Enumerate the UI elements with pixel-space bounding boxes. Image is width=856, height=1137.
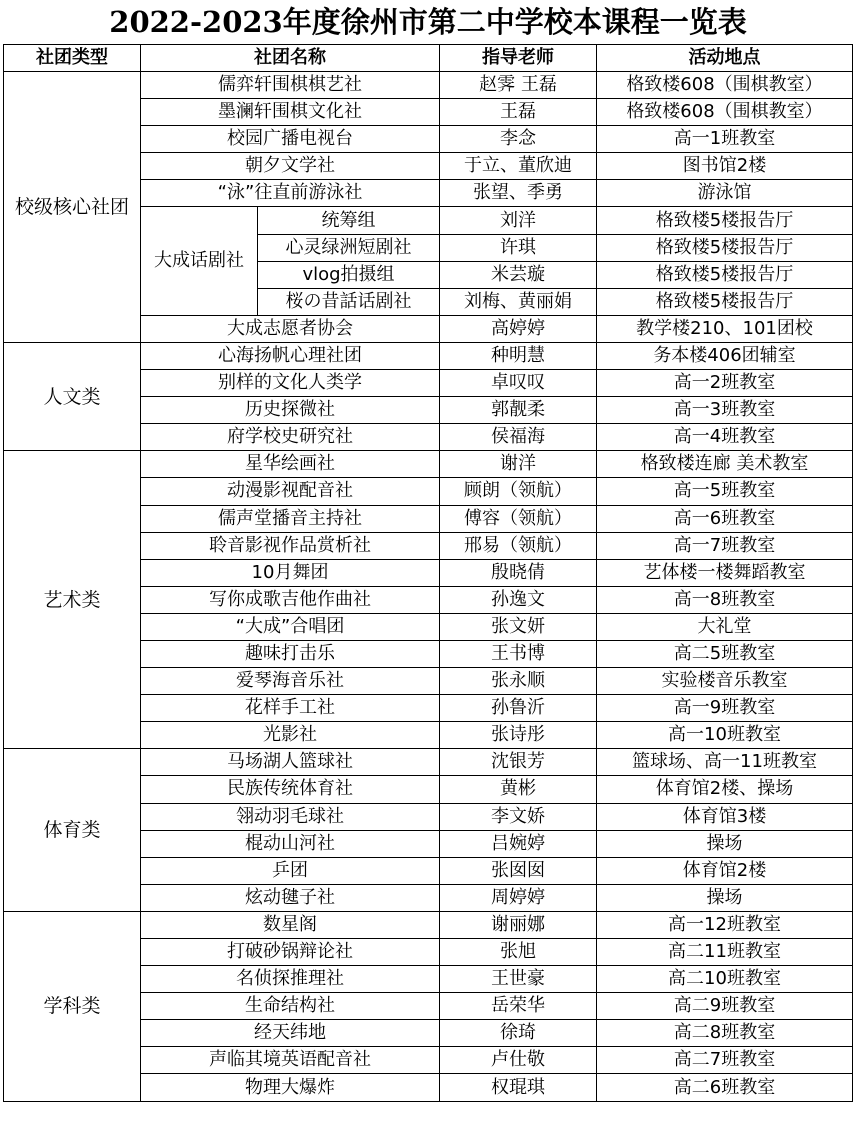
club-name: 经天纬地 bbox=[141, 1020, 440, 1047]
club-name: 数星阁 bbox=[141, 911, 440, 938]
club-location: 体育馆3楼 bbox=[597, 803, 853, 830]
club-location: 格致楼5楼报告厅 bbox=[597, 234, 853, 261]
club-subgroup: 大成话剧社 bbox=[141, 207, 258, 315]
table-body bbox=[4, 72, 853, 1102]
club-teacher: 郭靓柔 bbox=[440, 397, 597, 424]
club-name: 光影社 bbox=[141, 722, 440, 749]
club-location: 艺体楼一楼舞蹈教室 bbox=[597, 559, 853, 586]
header-location: 活动地点 bbox=[597, 45, 853, 72]
club-teacher: 王磊 bbox=[440, 99, 597, 126]
club-teacher: 邢易（领航） bbox=[440, 532, 597, 559]
club-teacher: 高婷婷 bbox=[440, 315, 597, 342]
club-name: 墨澜轩围棋文化社 bbox=[141, 99, 440, 126]
club-location: 高一12班教室 bbox=[597, 911, 853, 938]
club-teacher: 米芸璇 bbox=[440, 261, 597, 288]
club-name: 物理大爆炸 bbox=[141, 1074, 440, 1101]
table-row bbox=[4, 72, 853, 99]
club-name: “大成”合唱团 bbox=[141, 613, 440, 640]
club-name: 打破砂锅辩论社 bbox=[141, 939, 440, 966]
club-name: 星华绘画社 bbox=[141, 451, 440, 478]
club-category: 人文类 bbox=[4, 342, 141, 450]
club-teacher: 傅容（领航） bbox=[440, 505, 597, 532]
club-location: 高一7班教室 bbox=[597, 532, 853, 559]
club-category: 体育类 bbox=[4, 749, 141, 912]
club-teacher: 孙逸文 bbox=[440, 586, 597, 613]
club-location: 操场 bbox=[597, 830, 853, 857]
club-teacher: 顾朗（领航） bbox=[440, 478, 597, 505]
club-teacher: 侯福海 bbox=[440, 424, 597, 451]
table-row bbox=[4, 911, 853, 938]
club-name: 10月舞团 bbox=[141, 559, 440, 586]
club-location: 实验楼音乐教室 bbox=[597, 668, 853, 695]
club-teacher: 殷晓倩 bbox=[440, 559, 597, 586]
club-teacher: 周婷婷 bbox=[440, 884, 597, 911]
club-name: 乒团 bbox=[141, 857, 440, 884]
club-teacher: 李文娇 bbox=[440, 803, 597, 830]
club-location: 高一2班教室 bbox=[597, 370, 853, 397]
club-location: 格致楼608（围棋教室） bbox=[597, 72, 853, 99]
club-location: 高二9班教室 bbox=[597, 993, 853, 1020]
club-location: 高一6班教室 bbox=[597, 505, 853, 532]
club-location: 高二11班教室 bbox=[597, 939, 853, 966]
club-location: 格致楼5楼报告厅 bbox=[597, 261, 853, 288]
club-teacher: 张望、季勇 bbox=[440, 180, 597, 207]
club-location: 篮球场、高一11班教室 bbox=[597, 749, 853, 776]
club-teacher: 卓叹叹 bbox=[440, 370, 597, 397]
club-name: 历史探微社 bbox=[141, 397, 440, 424]
club-category: 校级核心社团 bbox=[4, 72, 141, 343]
club-teacher: 孙鲁沂 bbox=[440, 695, 597, 722]
club-location: 大礼堂 bbox=[597, 613, 853, 640]
header-row bbox=[4, 45, 853, 72]
club-location: 体育馆2楼、操场 bbox=[597, 776, 853, 803]
club-name: 动漫影视配音社 bbox=[141, 478, 440, 505]
club-category: 艺术类 bbox=[4, 451, 141, 749]
club-name: 桜の昔話话剧社 bbox=[258, 288, 440, 315]
header-club-type: 社团类型 bbox=[4, 45, 141, 72]
club-name: 聆音影视作品赏析社 bbox=[141, 532, 440, 559]
club-teacher: 沈银芳 bbox=[440, 749, 597, 776]
club-name: 别样的文化人类学 bbox=[141, 370, 440, 397]
club-location: 高一1班教室 bbox=[597, 126, 853, 153]
club-location: 务本楼406团辅室 bbox=[597, 342, 853, 369]
club-location: 教学楼210、101团校 bbox=[597, 315, 853, 342]
club-teacher: 张旭 bbox=[440, 939, 597, 966]
club-location: 格致楼5楼报告厅 bbox=[597, 288, 853, 315]
club-location: 高一8班教室 bbox=[597, 586, 853, 613]
club-location: 高一5班教室 bbox=[597, 478, 853, 505]
club-name: 心灵绿洲短剧社 bbox=[258, 234, 440, 261]
table-row bbox=[4, 451, 853, 478]
club-teacher: 张文妍 bbox=[440, 613, 597, 640]
club-name: 棍动山河社 bbox=[141, 830, 440, 857]
club-teacher: 种明慧 bbox=[440, 342, 597, 369]
club-teacher: 徐琦 bbox=[440, 1020, 597, 1047]
table-row bbox=[4, 342, 853, 369]
club-teacher: 李念 bbox=[440, 126, 597, 153]
club-location: 高一10班教室 bbox=[597, 722, 853, 749]
club-location: 高一3班教室 bbox=[597, 397, 853, 424]
club-name: 生命结构社 bbox=[141, 993, 440, 1020]
club-teacher: 权琨琪 bbox=[440, 1074, 597, 1101]
club-teacher: 黄彬 bbox=[440, 776, 597, 803]
club-name: 声临其境英语配音社 bbox=[141, 1047, 440, 1074]
club-teacher: 王世豪 bbox=[440, 966, 597, 993]
club-name: 校园广播电视台 bbox=[141, 126, 440, 153]
club-location: 图书馆2楼 bbox=[597, 153, 853, 180]
club-teacher: 刘洋 bbox=[440, 207, 597, 234]
club-location: 操场 bbox=[597, 884, 853, 911]
page-title: 2022-2023年度徐州市第二中学校本课程一览表 bbox=[109, 5, 747, 39]
club-name: 府学校史研究社 bbox=[141, 424, 440, 451]
club-location: 格致楼608（围棋教室） bbox=[597, 99, 853, 126]
header-teacher: 指导老师 bbox=[440, 45, 597, 72]
club-name: 大成志愿者协会 bbox=[141, 315, 440, 342]
club-location: 高二10班教室 bbox=[597, 966, 853, 993]
club-name: 炫动毽子社 bbox=[141, 884, 440, 911]
club-teacher: 张囡囡 bbox=[440, 857, 597, 884]
club-name: 儒弈轩围棋棋艺社 bbox=[141, 72, 440, 99]
club-teacher: 赵霁 王磊 bbox=[440, 72, 597, 99]
table-row bbox=[4, 749, 853, 776]
header-club-name: 社团名称 bbox=[141, 45, 440, 72]
club-location: 高一4班教室 bbox=[597, 424, 853, 451]
club-location: 游泳馆 bbox=[597, 180, 853, 207]
club-teacher: 张诗彤 bbox=[440, 722, 597, 749]
course-table bbox=[3, 44, 853, 1102]
club-name: 儒声堂播音主持社 bbox=[141, 505, 440, 532]
club-location: 格致楼5楼报告厅 bbox=[597, 207, 853, 234]
club-teacher: 谢洋 bbox=[440, 451, 597, 478]
club-teacher: 王书博 bbox=[440, 640, 597, 667]
club-category: 学科类 bbox=[4, 911, 141, 1101]
club-name: “泳”往直前游泳社 bbox=[141, 180, 440, 207]
club-teacher: 谢丽娜 bbox=[440, 911, 597, 938]
club-location: 高二8班教室 bbox=[597, 1020, 853, 1047]
club-teacher: 卢仕敬 bbox=[440, 1047, 597, 1074]
club-name: 名侦探推理社 bbox=[141, 966, 440, 993]
club-name: 马场湖人篮球社 bbox=[141, 749, 440, 776]
club-teacher: 许琪 bbox=[440, 234, 597, 261]
club-teacher: 张永顺 bbox=[440, 668, 597, 695]
club-teacher: 于立、董欣迪 bbox=[440, 153, 597, 180]
club-name: 统筹组 bbox=[258, 207, 440, 234]
club-name: 趣味打击乐 bbox=[141, 640, 440, 667]
club-location: 格致楼连廊 美术教室 bbox=[597, 451, 853, 478]
club-teacher: 岳荣华 bbox=[440, 993, 597, 1020]
club-name: vlog拍摄组 bbox=[258, 261, 440, 288]
club-name: 民族传统体育社 bbox=[141, 776, 440, 803]
club-name: 花样手工社 bbox=[141, 695, 440, 722]
club-location: 高二7班教室 bbox=[597, 1047, 853, 1074]
club-name: 翎动羽毛球社 bbox=[141, 803, 440, 830]
club-name: 爱琴海音乐社 bbox=[141, 668, 440, 695]
club-teacher: 刘梅、黄丽娟 bbox=[440, 288, 597, 315]
club-name: 写你成歌吉他作曲社 bbox=[141, 586, 440, 613]
club-location: 体育馆2楼 bbox=[597, 857, 853, 884]
club-name: 朝夕文学社 bbox=[141, 153, 440, 180]
club-location: 高二6班教室 bbox=[597, 1074, 853, 1101]
club-location: 高一9班教室 bbox=[597, 695, 853, 722]
club-teacher: 吕婉婷 bbox=[440, 830, 597, 857]
club-location: 高二5班教室 bbox=[597, 640, 853, 667]
club-name: 心海扬帆心理社团 bbox=[141, 342, 440, 369]
